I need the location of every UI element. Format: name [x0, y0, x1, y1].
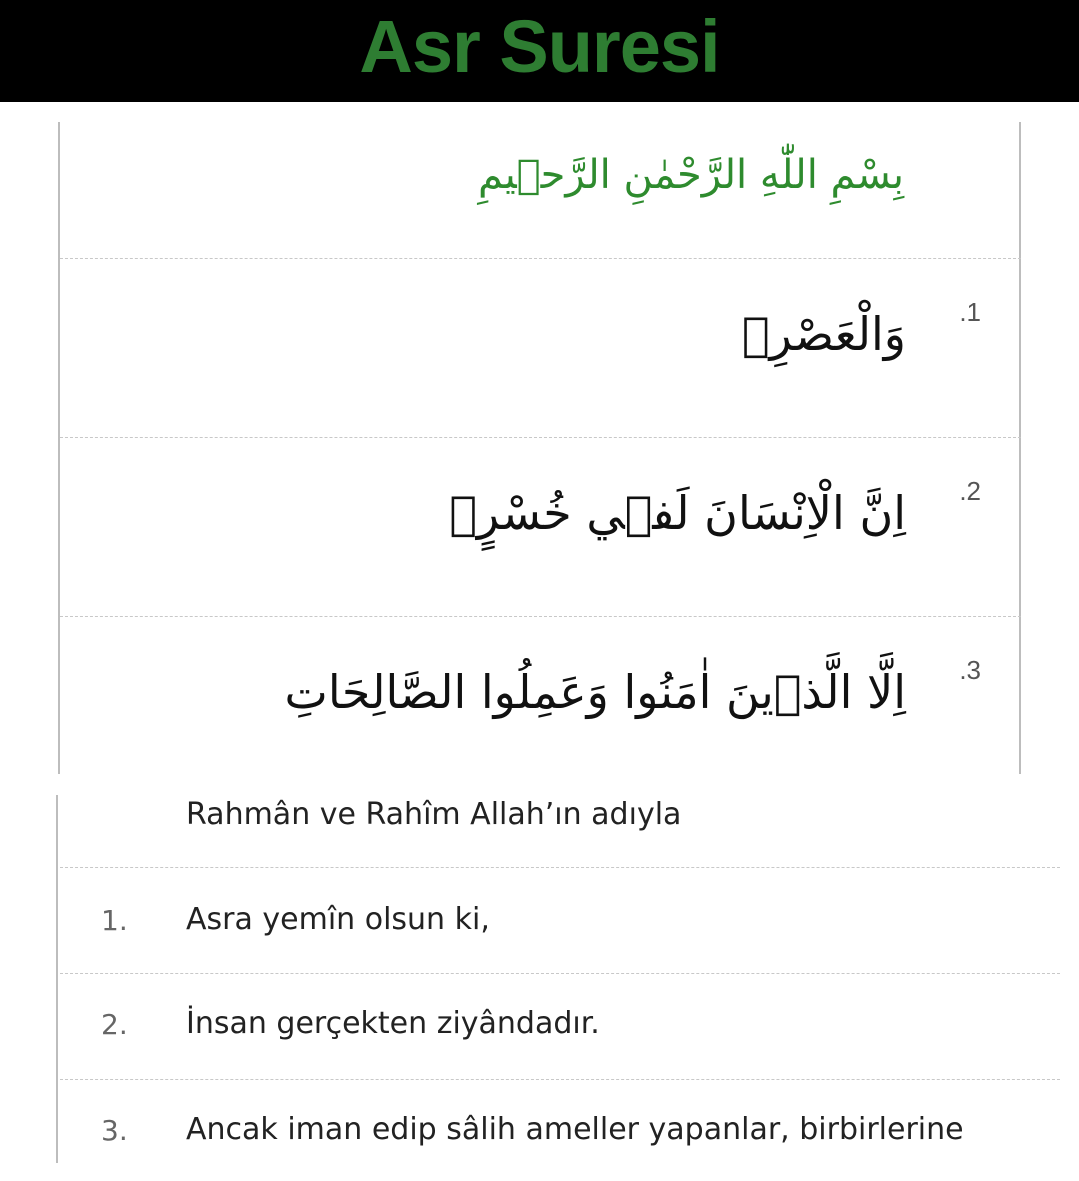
- translation-verse-text: Ancak iman edip sâlih ameller yapanlar, birbirlerine: [186, 1112, 964, 1147]
- arabic-verse-number: .3: [959, 655, 981, 685]
- translation-row: [58, 868, 1058, 968]
- translation-verse-number: 2.: [101, 1008, 128, 1041]
- translation-verse-number: 1.: [101, 904, 128, 937]
- translation-panel: [56, 795, 1079, 1163]
- translation-verse-number: 3.: [101, 1114, 128, 1147]
- arabic-verse-number: .1: [959, 297, 981, 327]
- page-title: Asr Suresi: [359, 5, 720, 88]
- arabic-verse-text: اِلَّا الَّذ۪ينَ اٰمَنُوا وَعَمِلُوا الصَّالِحَاتِ: [284, 665, 906, 719]
- translation-verse-text: İnsan gerçekten ziyândadır.: [186, 1006, 600, 1041]
- page-header: [0, 0, 1079, 102]
- arabic-text-panel: [58, 122, 1021, 774]
- arabic-basmala: بِسْمِ اللّٰهِ الرَّحْمٰنِ الرَّح۪يمِ: [477, 152, 904, 198]
- arabic-verse-row: [60, 438, 1021, 616]
- arabic-verse-number: .2: [959, 476, 981, 506]
- translation-row: [58, 1080, 1058, 1180]
- arabic-verse-text: اِنَّ الْاِنْسَانَ لَف۪ي خُسْرٍۙ: [449, 486, 906, 540]
- translation-row: [58, 974, 1058, 1074]
- translation-verse-text: Asra yemîn olsun ki,: [186, 902, 490, 937]
- arabic-verse-row: [60, 259, 1021, 437]
- translation-basmala: Rahmân ve Rahîm Allah’ın adıyla: [186, 797, 682, 832]
- arabic-verse-text: وَالْعَصْرِۙ: [741, 307, 906, 361]
- arabic-verse-row: [60, 617, 1021, 774]
